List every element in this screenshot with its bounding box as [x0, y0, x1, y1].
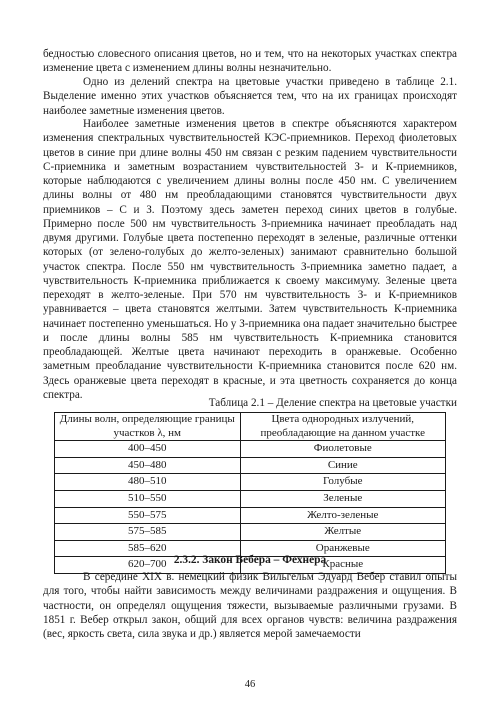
cell-color: Голубые [240, 474, 445, 491]
paragraph-intro: бедностью словесного описания цветов, но и тем, что на некоторых участках спектра изменение цвета с изменением длины волны незначительно. [43, 48, 457, 75]
table-caption: Таблица 2.1 – Деление спектра на цветовые участки [208, 397, 457, 409]
section-heading: 2.3.2. Закон Вебера – Фехнера [173, 554, 327, 566]
cell-range: 510–550 [55, 490, 241, 507]
cell-color: Синие [240, 457, 445, 474]
header-color: Цвета однородных излучений, преобладающие на данном участке [240, 413, 445, 441]
table-row [55, 490, 446, 507]
paragraph-table-reference: Одно из делений спектра на цветовые участки приведено в таблице 2.1. Выделение именно этих участков объясняется тем, что на их границах происходят наиболее заметные изменения цветов. [43, 76, 457, 117]
spectrum-table [54, 412, 446, 574]
paragraph-receptor-explanation: Наиболее заметные изменения цветов в спектре объясняются характером изменения спектральных чувствительностей КЭС-приемников. Переход фиолетовых цветов в синие при длине волны 450 нм связан с резким падением чувствительности С-приемника и заметным возрастанием чувствительностей З- и К-приемников, которые наблюдаются с увеличением длины волны после 450 нм. С увеличением длины волны от 480 нм преобладающими становятся чувствительности двух приемников – С и З. Поэтому здесь заметен переход синих цветов в голубые. Примерно после 500 нм чувствительность З-приемника начинает преобладать над двумя другими. Голубые цвета постепенно переходят в зеленые, различные оттенки которых (от зелено-голубых до желто-зеленых) занимают сравнительно большой участок спектра. После 550 нм чувствительность З-приемника заметно падает, а чувствительность К-приемника приближается к своему максимуму. Зеленые цвета переходят в желто-зеленые. При 570 нм чувствительность З- и К-приемников уравнивается – цвета становятся желтыми. Затем чувствительность К-приемника начинает постепенно уменьшаться. Но у З-приемника она падает значительно быстрее и после длины волны 585 нм чувствительность К-приемника становится преобладающей. Желтые цвета начинают переходить в оранжевые. Особенно заметным преобладание чувствительности К-приемника становится после 620 нм. Здесь оранжевые цвета переходят в красные, и эта цветность сохраняется до конца спектра. [43, 118, 457, 401]
cell-color: Оранжевые [240, 540, 445, 557]
cell-range: 400–450 [55, 441, 241, 458]
cell-color: Красные [240, 557, 445, 574]
cell-range: 575–585 [55, 524, 241, 541]
page-number: 46 [244, 679, 256, 690]
cell-range: 550–575 [55, 507, 241, 524]
cell-color: Зеленые [240, 490, 445, 507]
table-row [55, 474, 446, 491]
table-header-row [55, 413, 446, 441]
cell-color: Желтые [240, 524, 445, 541]
table-row [55, 507, 446, 524]
header-wavelength: Длины волн, определяющие границы участков λ, нм [55, 413, 241, 441]
cell-color: Фиолетовые [240, 441, 445, 458]
paragraph-weber: В середине XIX в. немецкий физик Вильгельм Эдуард Вебер ставил опыты для того, чтобы найти зависимость между величинами раздражения и ощущения. В частности, он определял ощущения тяжести, вызываемые различными грузами. В 1851 г. Вебер открыл закон, общий для всех органов чувств: величина раздражения (вес, яркость света, сила звука и др.) является мерой замечаемости [43, 571, 457, 640]
table-row [55, 524, 446, 541]
cell-range: 480–510 [55, 474, 241, 491]
cell-range: 450–480 [55, 457, 241, 474]
cell-range: 620–700 [55, 557, 241, 574]
table-row [55, 457, 446, 474]
cell-color: Желто-зеленые [240, 507, 445, 524]
cell-range: 585–620 [55, 540, 241, 557]
table-row [55, 441, 446, 458]
